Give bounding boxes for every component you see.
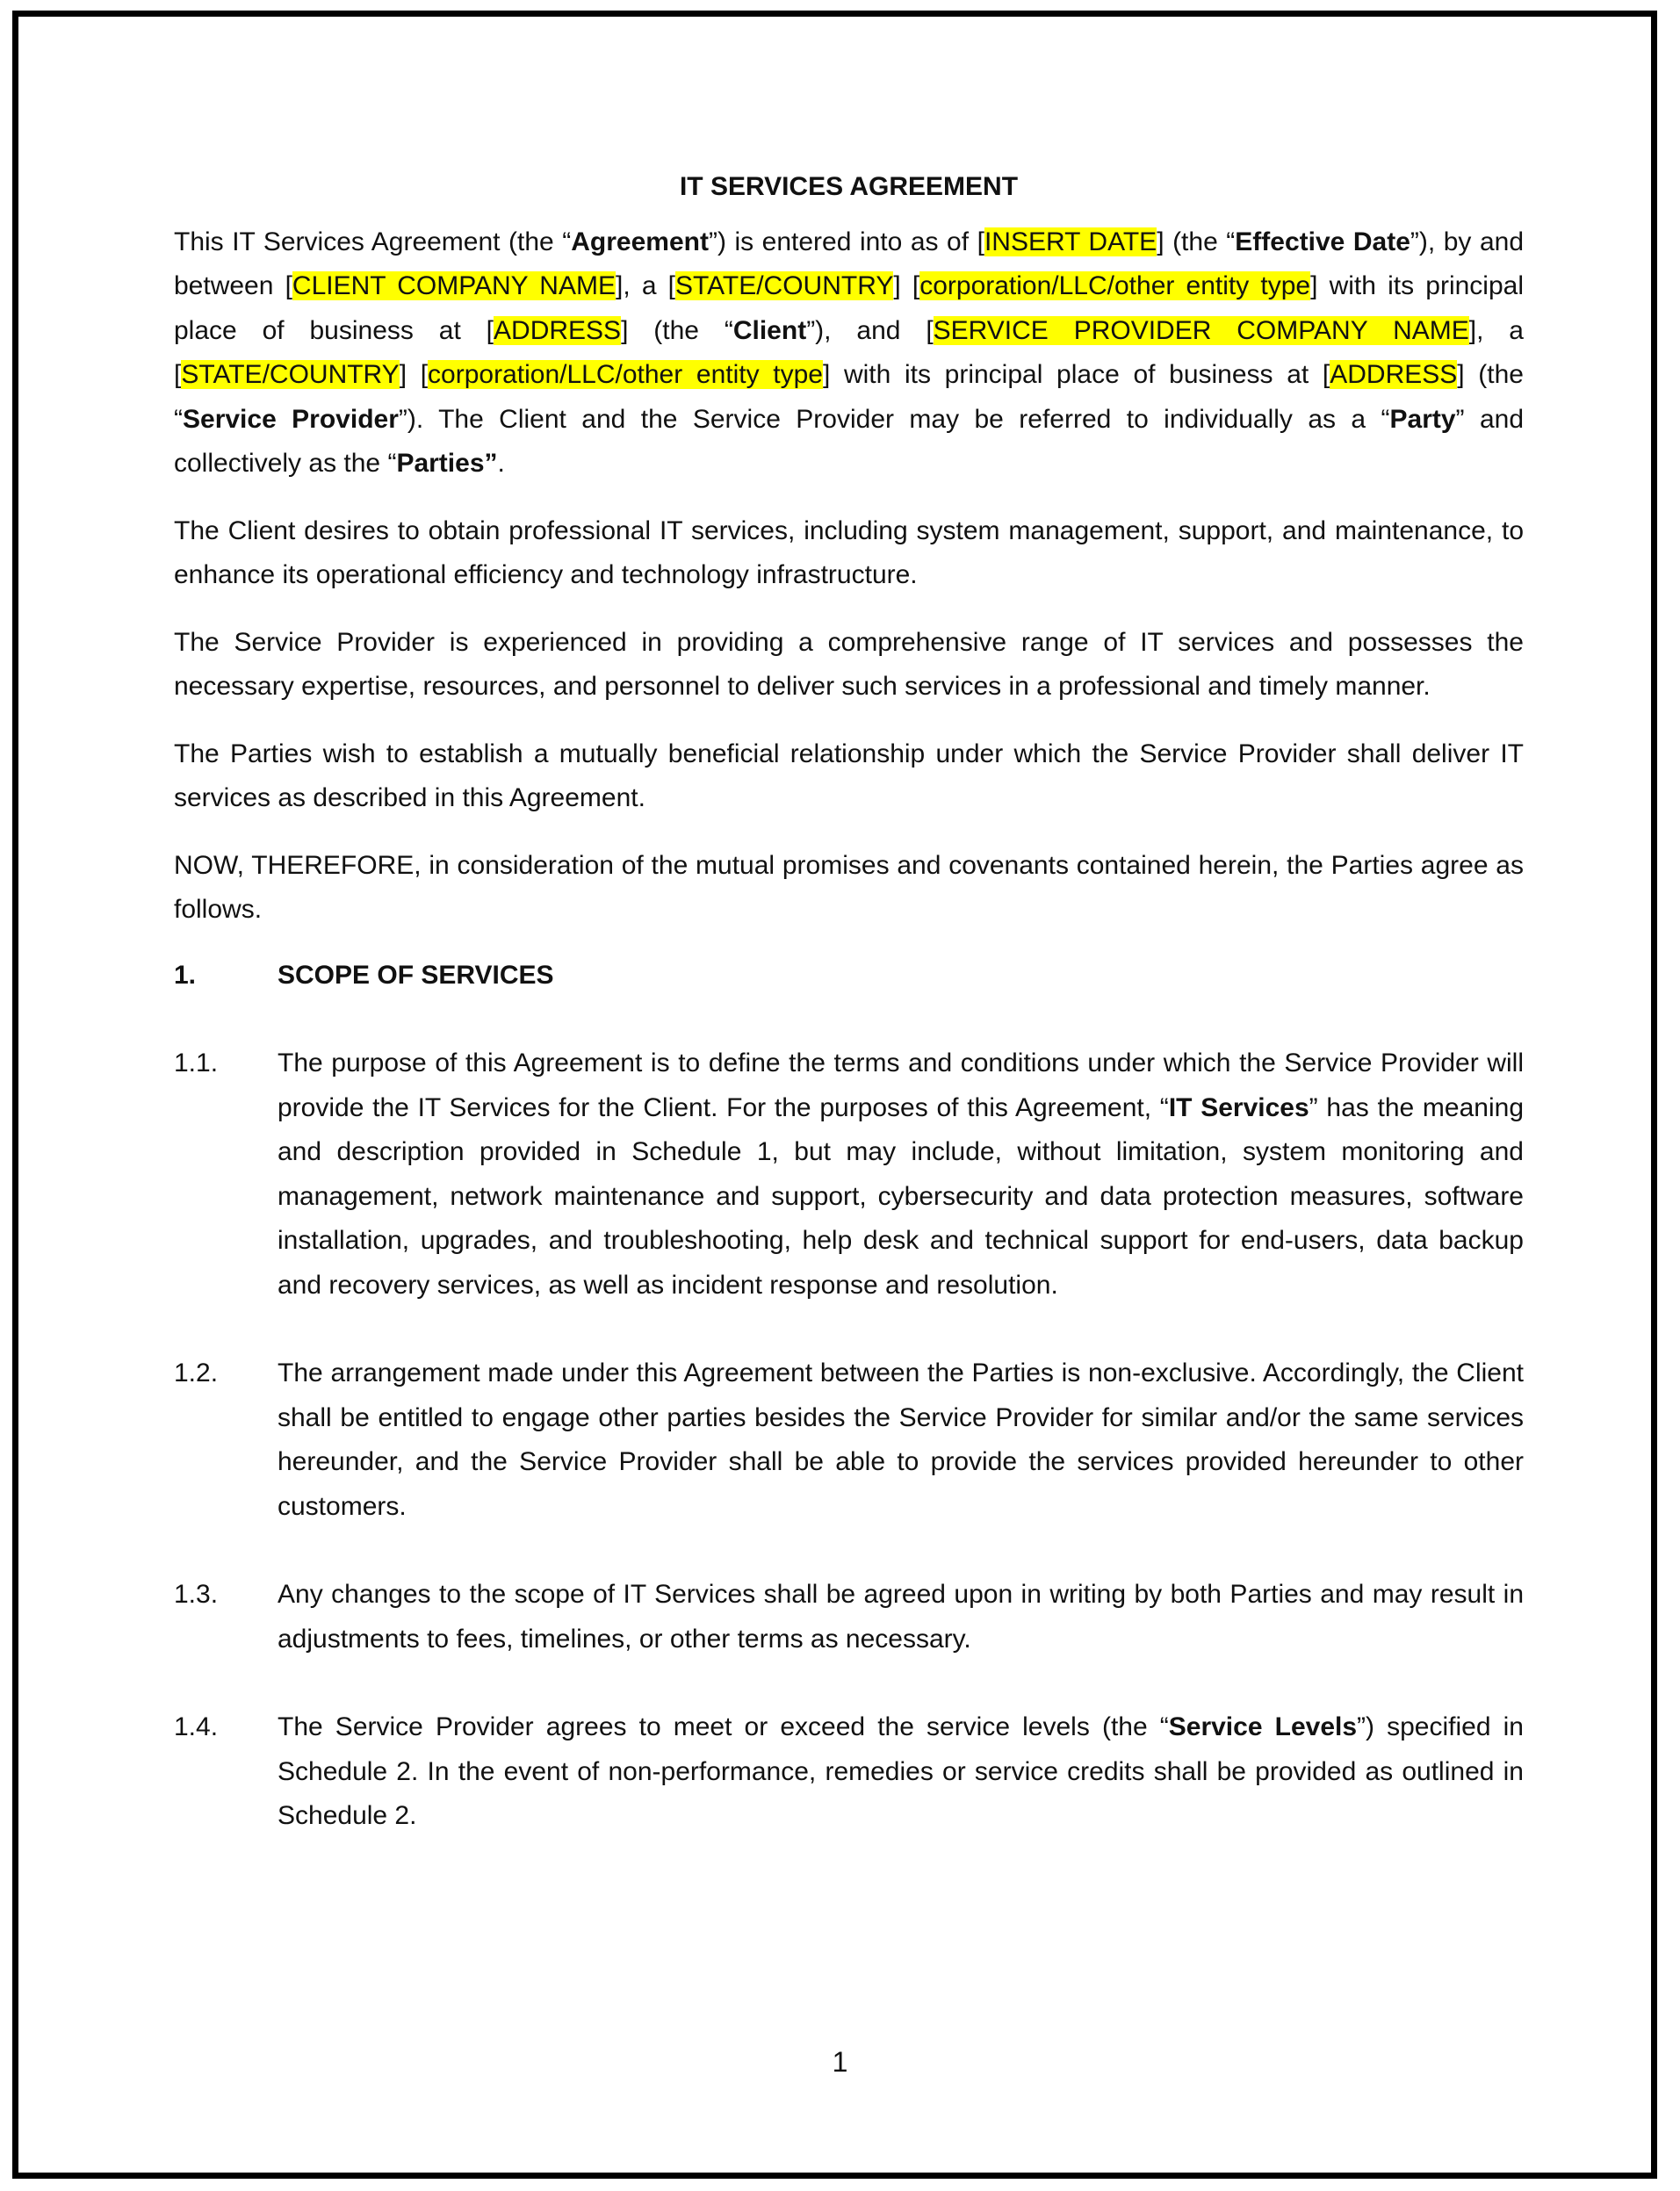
clause-1-2 — [174, 1351, 1524, 1529]
intro-text: ] (the “ — [621, 315, 733, 345]
document-title: IT SERVICES AGREEMENT — [679, 172, 1019, 201]
defined-term-service-levels: Service Levels — [1168, 1712, 1358, 1741]
section-number: 1. — [174, 960, 197, 990]
intro-text: ”). The Client and the Service Provider may be referred to individually as a “ — [398, 404, 1390, 434]
intro-text: This IT Services Agreement (the “ — [174, 227, 572, 256]
placeholder-provider-company-name: SERVICE PROVIDER COMPANY NAME — [933, 315, 1469, 345]
placeholder-client-entity-type: corporation/LLC/other entity type — [919, 271, 1311, 300]
intro-text: ”), by and between [ — [174, 227, 1525, 300]
intro-text: ”) is entered into as of [ — [708, 227, 984, 256]
intro-text: ] [ — [399, 360, 429, 389]
defined-term-effective-date: Effective Date — [1235, 227, 1410, 256]
section-heading — [174, 954, 1524, 998]
defined-term-parties: Parties” — [396, 449, 498, 478]
clause-text-segment: ”) specified in Schedule 2. In the event of non-performance, remedies or service credits shall be provided as outlined in Schedule 2. — [278, 1712, 1524, 1830]
defined-term-it-services: IT Services — [1168, 1092, 1309, 1122]
recital-paragraph: The Client desires to obtain professional IT services, including system management, support, and maintenance, to enhance its operational efficiency and technology infrastructure. — [174, 515, 1524, 589]
intro-text: ] with its principal place of business at [ — [822, 360, 1330, 389]
intro-text: ”), and [ — [806, 315, 934, 345]
section-title: SCOPE OF SERVICES — [278, 960, 554, 990]
recital-paragraph: The Parties wish to establish a mutually beneficial relationship under which the Service Provider shall deliver IT services as described in this Agreement. — [174, 739, 1524, 812]
clause-number: 1.4. — [174, 1712, 219, 1741]
clause-text: Any changes to the scope of IT Services shall be agreed upon in writing by both Parties and may result in adjustments to fees, timelines, or other terms as necessary. — [278, 1580, 1524, 1654]
recital-paragraph: NOW, THEREFORE, in consideration of the mutual promises and covenants contained herein, the Parties agree as follows. — [174, 850, 1524, 924]
clause-1-4 — [174, 1705, 1524, 1839]
defined-term-service-provider: Service Provider — [183, 404, 399, 434]
placeholder-provider-address: ADDRESS — [1330, 360, 1458, 389]
intro-text: ] (the “ — [1157, 227, 1236, 256]
placeholder-client-company-name: CLIENT COMPANY NAME — [292, 271, 616, 300]
intro-paragraph — [174, 220, 1524, 486]
clause-text — [278, 1041, 1524, 1308]
intro-text: ], a [ — [174, 315, 1524, 389]
clause-text: The arrangement made under this Agreement between the Parties is non-exclusive. Accordingly, the Client shall be entitled to engage other parties besides the Service Provider for similar and/or the same services hereunder, and the Service Provider shall be able to provide the services provided hereunder to other customers. — [278, 1359, 1524, 1521]
document-body — [174, 165, 1524, 1883]
clause-number: 1.3. — [174, 1580, 219, 1609]
intro-text: ], a [ — [615, 271, 675, 300]
defined-term-agreement: Agreement — [571, 227, 709, 256]
clause-text-segment: ” has the meaning and description provided in Schedule 1, but may include, without limitation, system monitoring and management, network maintenance and support, cybersecurity and data protection measures, software installation, upgrades, and troubleshooting, help desk and technical support for end-users, data backup and recovery services, as well as incident response and resolution. — [278, 1092, 1525, 1300]
clause-1-3 — [174, 1573, 1524, 1661]
placeholder-client-address: ADDRESS — [494, 315, 622, 345]
placeholder-provider-state-country: STATE/COUNTRY — [181, 360, 400, 389]
recital-paragraph: The Service Provider is experienced in providing a comprehensive range of IT services and possesses the necessary expertise, resources, and personnel to deliver such services in a professional and timely manner. — [174, 627, 1524, 701]
clause-text-segment: The Service Provider agrees to meet or exceed the service levels (the “ — [278, 1712, 1169, 1741]
clause-number: 1.2. — [174, 1359, 219, 1387]
page-number: 1 — [832, 2046, 848, 2078]
clause-1-1 — [174, 1041, 1524, 1308]
clause-number: 1.1. — [174, 1049, 219, 1077]
placeholder-insert-date: INSERT DATE — [984, 227, 1157, 256]
clause-text-segment: The purpose of this Agreement is to define the terms and conditions under which the Service Provider will provide the IT Services for the Client. For the purposes of this Agreement, “ — [278, 1049, 1524, 1122]
intro-text: . — [497, 449, 505, 478]
defined-term-party: Party — [1389, 404, 1456, 434]
clause-text — [278, 1705, 1524, 1839]
placeholder-client-state-country: STATE/COUNTRY — [675, 271, 894, 300]
intro-text: ” and collectively as the “ — [174, 404, 1524, 478]
intro-text: ] (the “ — [174, 360, 1524, 434]
defined-term-client: Client — [732, 315, 807, 345]
placeholder-provider-entity-type: corporation/LLC/other entity type — [428, 360, 823, 389]
intro-text: ] with its principal place of business at [ — [174, 271, 1525, 345]
intro-text: ] [ — [893, 271, 920, 300]
